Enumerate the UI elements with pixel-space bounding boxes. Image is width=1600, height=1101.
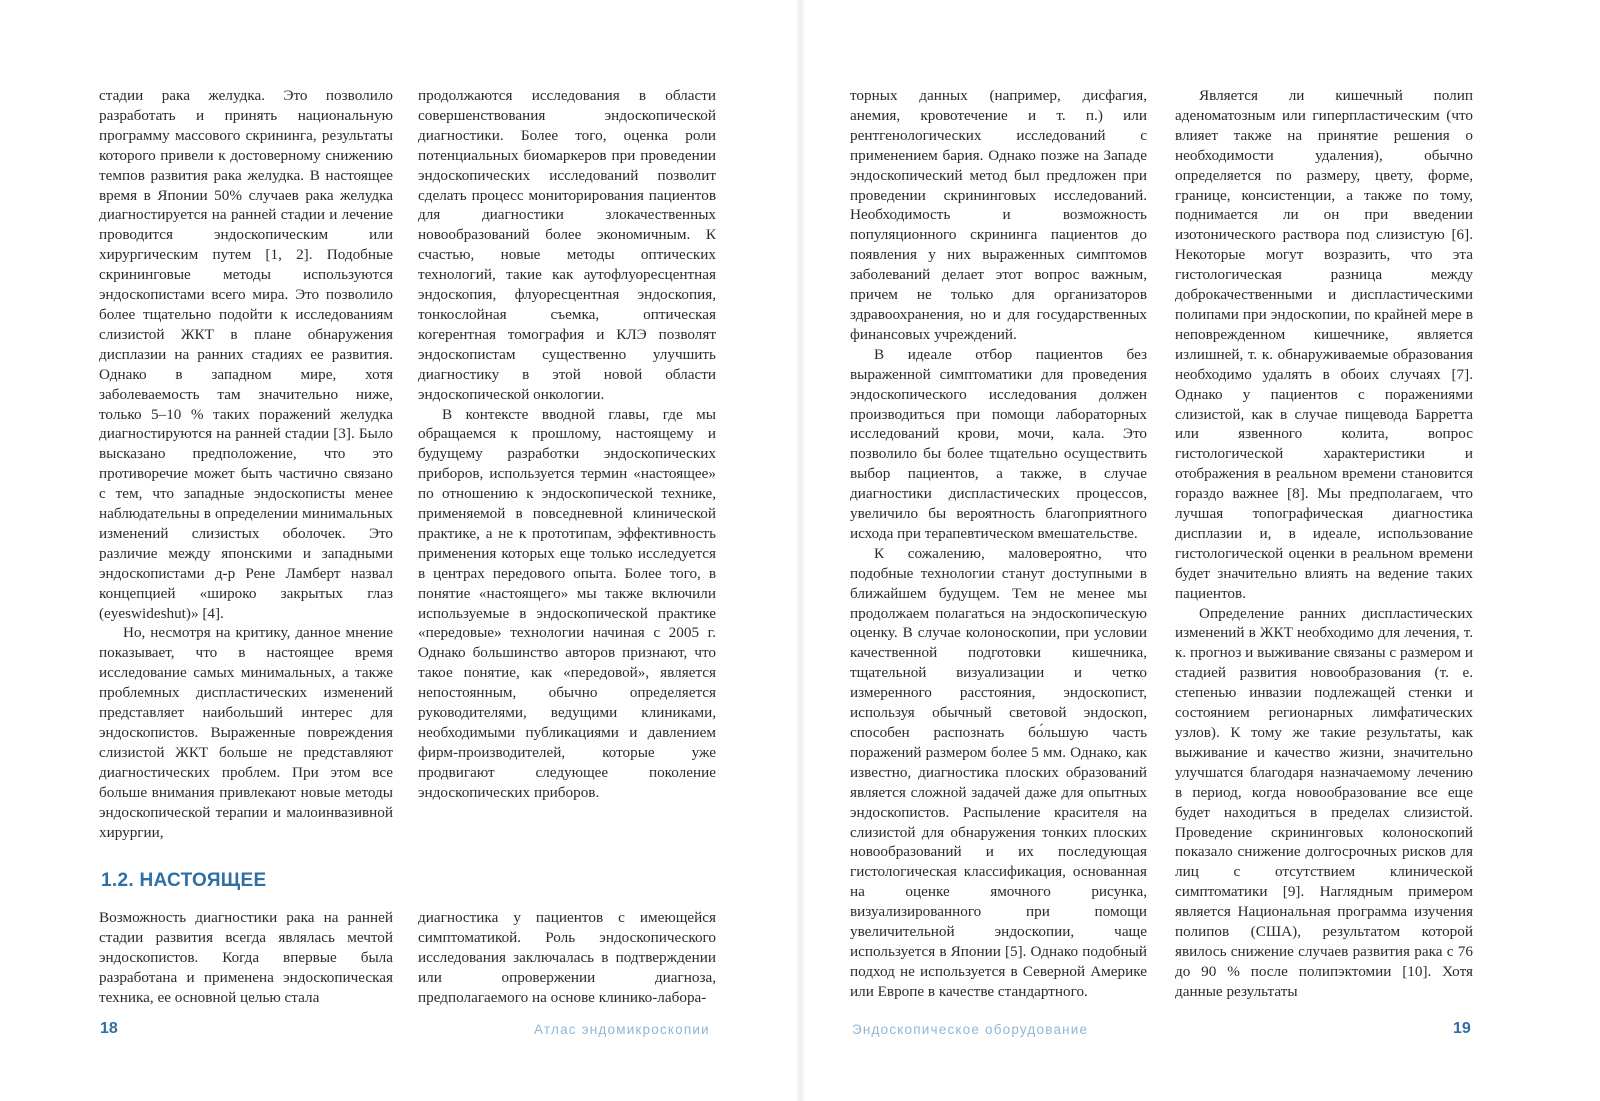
right-page-column-2 <box>1175 86 1473 1002</box>
left-page-column-2-bottom <box>418 908 716 1008</box>
section-heading: 1.2. НАСТОЯЩЕЕ <box>101 870 267 891</box>
paragraph: Является ли кишечный полип аденоматозным или гиперпластическим (что влияет также на принятие решения о необходимости удаления), обычно определяется по размеру, цвету, форме, границе, консистенции, а также по тому, поднимается ли он при введении изотонического раствора под слизистую [6]. Некоторые могут возразить, что эта гистологическая разница между доброкачественными и диспластическими полипами при эндоскопии, по крайней мере в неповрежденном кишечнике, является излишней, т. к. обнаруживаемые образования необходимо удалять в обоих случаях [7]. Однако у пациентов с поражениями слизистой, как в случае пищевода Барретта или язвенного колита, вопрос гистологической характеристики и отображения в реальном времени становится гораздо важнее [8]. Мы предполагаем, что лучшая топографическая диагностика дисплазии и, в идеале, использование гистологической оценки в реальном времени будет значительно влиять на ведение таких пациентов. <box>1175 87 1473 602</box>
paragraph: В идеале отбор пациентов без выраженной симптоматики для проведения эндоскопического исследования должен производиться при помощи лабораторных исследований крови, мочи, кала. Это позволило бы более тщательно осуществить выбор пациентов, а также, в случае диагностики диспластических процессов, увеличило бы вероятность благоприятного исхода при терапевтическом вмешательстве. <box>850 345 1147 542</box>
paragraph: Но, несмотря на критику, данное мнение показывает, что в настоящее время исследование самых минимальных, а также проблемных диспластических изменений представляет наибольший интерес для эндоскопистов. Выраженные повреждения слизистой ЖКТ больше не представляют диагностических проблем. При этом все больше внимания привлекают новые методы эндоскопической терапии и малоинвазивной хирургии, <box>99 624 393 841</box>
paragraph: В контексте вводной главы, где мы обращаемся к прошлому, настоящему и будущему разработки эндоскопических приборов, используется термин «настоящее» по отношению к эндоскопической технике, применяемой в повседневной клинической практике, а не к прототипам, эффективность применения которых еще только исследуется в центрах передового опыта. Более того, в понятие «настоящего» мы также включили используемые в эндоскопической практике «передовые» технологии начиная с 2005 г. Однако большинство авторов признают, что такое понятие, как «передовой», является непостоянным, обычно определяется руководителями, ведущими клиниками, необходимыми публикациями и давлением фирм-производителей, которые уже продвигают следующее поколение эндоскопических приборов. <box>418 405 716 801</box>
book-spine <box>796 0 806 1101</box>
paragraph: Определение ранних диспластических изменений в ЖКТ необходимо для лечения, т. к. прогноз и выживание связаны с размером и стадией развития новообразования (т. е. степенью инвазии подлежащей стенки и состоянием регионарных лимфатических узлов). К тому же такие результаты, как выживание и качество жизни, значительно улучшатся благодаря назначаемому лечению в период, когда новообразование все еще будет находиться в пределах слизистой. Проведение скрининговых колоноскопий показало снижение долгосрочных рисков для лиц с отсутствием клинической симптоматики [9]. Наглядным примером является Национальная программа изучения полипов (США), результатом которой явилось снижение случаев развития рака с 76 до 90 % после полипэктомии [10]. Хотя данные результаты <box>1175 604 1473 1000</box>
paragraph: торных данных (например, дисфагия, анемия, кровотечение и т. п.) или рентгенологических исследований с применением бария. Однако позже на Западе эндоскопический метод был предложен при проведении скрининговых исследований. Необходимость и возможность популяционного скрининга пациентов до появления у них выраженных симптомов заболеваний делает этот вопрос важным, причем не только для организаторов здравоохранения, но и для государственных финансовых учреждений. <box>850 87 1147 343</box>
left-page-column-1-top <box>99 86 393 842</box>
paragraph: стадии рака желудка. Это позволило разработать и принять национальную программу массового скрининга, результаты которого привели к достоверному снижению темпов развития рака желудка. В настоящее время в Японии 50% случаев рака желудка диагностируется на ранней стадии и лечение проводится эндоскопическим или хирургическим путем [1, 2]. Подобные скрининговые методы используются эндоскопистами всего мира. Это позволило более тщательно подойти к исследованиям слизистой ЖКТ в плане обнаружения дисплазии на ранних стадиях ее развития. Однако в западном мире, хотя заболеваемость там значительно ниже, только 5–10 % таких поражений желудка диагностируются на ранней стадии [3]. Было высказано предположение, что это противоречие может быть частично связано с тем, что западные эндоскописты менее наблюдательны в определении минимальных изменений слизистых оболочек. Это различие между японскими и западными эндоскопистами д-р Рене Ламберт назвал концепцией «широко закрытых глаз (eyeswideshut)» [4]. <box>99 87 393 622</box>
page-number-right: 19 <box>1453 1020 1471 1037</box>
running-head-left: Атлас эндомикроскопии <box>534 1022 710 1037</box>
paragraph: диагностика у пациентов с имеющейся симптоматикой. Роль эндоскопического исследования заключалась в подтверждении или опровержении диагноза, предполагаемого на основе клинико-лабора- <box>418 909 716 1006</box>
left-page-column-2-top <box>418 86 716 803</box>
right-page-column-1 <box>850 86 1147 1002</box>
running-head-right: Эндоскопическое оборудование <box>852 1022 1089 1037</box>
paragraph: продолжаются исследования в области совершенствования эндоскопической диагностики. Более того, оценка роли потенциальных биомаркеров при проведении эндоскопических исследований позволит сделать процесс мониторирования пациентов для диагностики злокачественных новообразований более экономичным. К счастью, новые методы оптических технологий, такие как аутофлуоресцентная эндоскопия, флуоресцентная эндоскопия, тонкослойная съемка, оптическая когерентная томография и КЛЭ позволят эндоскопистам существенно улучшить диагностику в этой новой области эндоскопической онкологии. <box>418 87 716 403</box>
page-number-left: 18 <box>100 1020 118 1037</box>
left-page-column-1-bottom <box>99 908 393 1008</box>
paragraph: Возможность диагностики рака на ранней стадии развития всегда являлась мечтой эндоскопистов. Когда впервые была разработана и применена эндоскопическая техника, ее основной целью стала <box>99 909 393 1006</box>
paragraph: К сожалению, маловероятно, что подобные технологии станут доступными в ближайшем будущем. Тем не менее мы продолжаем полагаться на эндоскопическую оценку. В случае колоноскопии, при условии качественной подготовки кишечника, тщательной визуализации и четко измеренного расстояния, эндоскопист, используя обычный световой эндоскоп, способен распознать бо́льшую часть поражений размером более 5 мм. Однако, как известно, диагностика плоских образований является сложной задачей даже для опытных эндоскопистов. Распыление красителя на слизистой для обнаружения тонких плоских новообразований и их последующая гистологическая классификация, основанная на оценке ямочного рисунка, визуализированного при помощи увеличительной эндоскопии, чаще используется в Японии [5]. Однако подобный подход не используется в Северной Америке или Европе в качестве стандартного. <box>850 544 1147 1000</box>
